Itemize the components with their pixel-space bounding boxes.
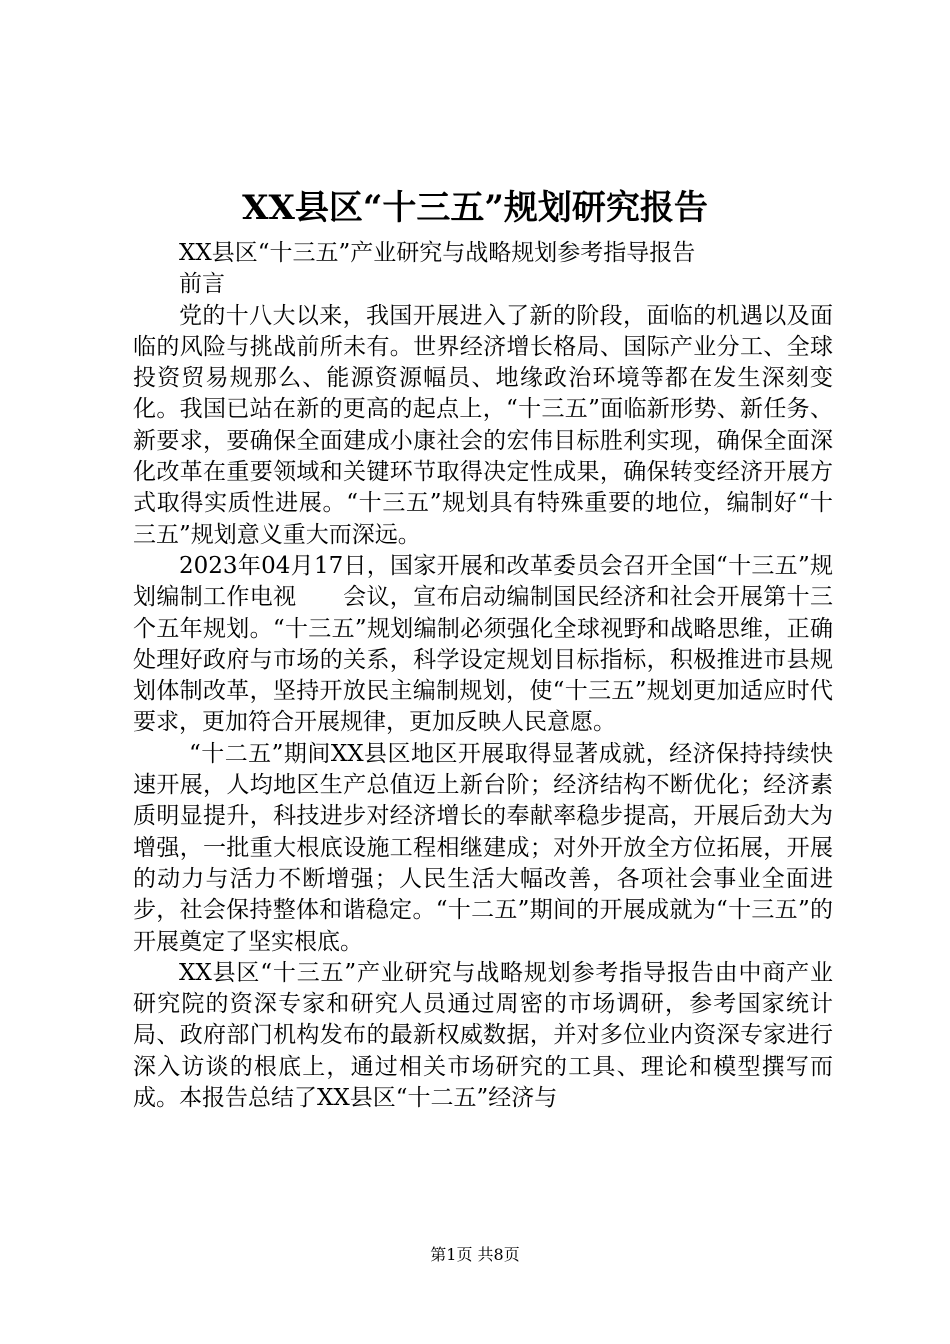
- page-number-footer: 第1页 共8页: [430, 1245, 520, 1264]
- preface-heading: 前言: [179, 271, 225, 298]
- paragraph-1: 党的十八大以来，我国开展进入了新的阶段，面临的机遇以及面临的风险与挑战前所未有。世界经济增长格局、国际产业分工、全球投资贸易规那么、能源资源幅员、地缘政治环境等都在发生深刻变化。我国已站在新的更高的起点上，“十三五”面临新形势、新任务、新要求，要确保全面建成小康社会的宏伟目标胜利实现，确保全面深化改革在重要领域和关键环节取得决定性成果，确保转变经济开展方式取得实质性进展。“十三五”规划具有特殊重要的地位，编制好“十三五”规划意义重大而深远。: [133, 302, 833, 548]
- paragraph-4: XX县区“十三五”产业研究与战略规划参考指导报告由中商产业研究院的资深专家和研究人员通过周密的市场调研，参考国家统计局、政府部门机构发布的最新权威数据，并对多位业内资深专家进行深入访谈的根底上，通过相关市场研究的工具、理论和模型撰写而成。本报告总结了XX县区“十二五”经济与: [133, 959, 833, 1112]
- paragraph-3: “十二五”期间XX县区地区开展取得显著成就，经济保持持续快速开展，人均地区生产总值迈上新台阶；经济结构不断优化；经济素质明显提升，科技进步对经济增长的奉献率稳步提高，开展后劲大为增强，一批重大根底设施工程相继建成；对外开放全方位拓展，开展的动力与活力不断增强；人民生活大幅改善，各项社会事业全面进步，社会保持整体和谐稳定。“十二五”期间的开展成就为“十三五”的开展奠定了坚实根底。: [133, 740, 833, 955]
- document-title: XX县区“十三五”规划研究报告: [242, 188, 708, 228]
- document-body: [133, 238, 833, 1114]
- document-subtitle: XX县区“十三五”产业研究与战略规划参考指导报告: [179, 240, 696, 266]
- paragraph-2: 2023年04月17日，国家开展和改革委员会召开全国“十三五”规划编制工作电视 会议，宣布启动编制国民经济和社会开展第十三个五年规划。“十三五”规划编制必须强化全球视野和战略思维，正确处理好政府与市场的关系，科学设定规划目标指标，积极推进市县规划体制改革，坚持开放民主编制规划，使“十三五”规划更加适应时代要求，更加符合开展规律，更加反映人民意愿。: [133, 552, 833, 736]
